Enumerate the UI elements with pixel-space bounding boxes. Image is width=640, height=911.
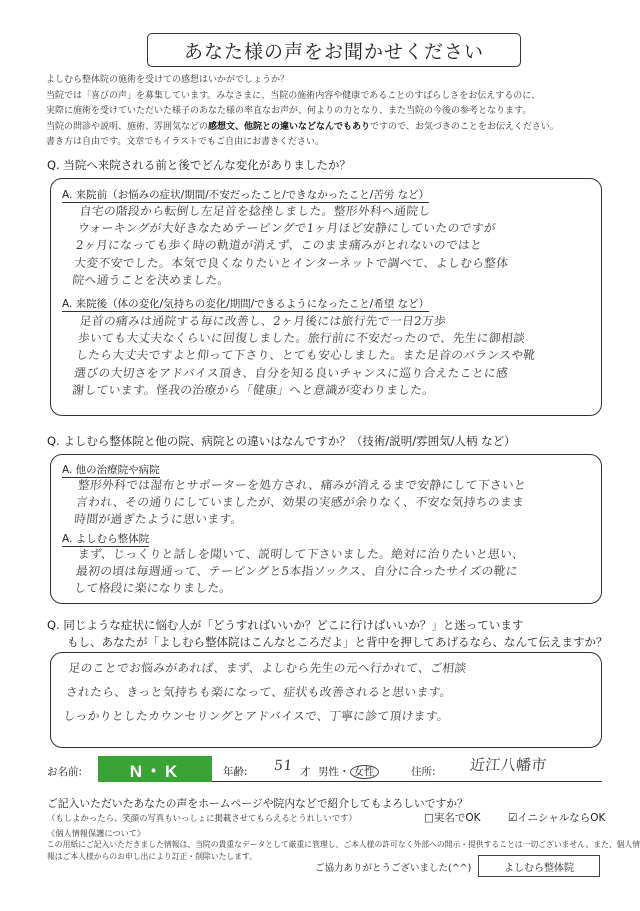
intro-line: 当院では「喜びの声」を募集しています。みなさまに、当院の施術内容や健康であることのすばらしさをお伝えするのに、 [46,90,541,101]
handwritten-line: 歩いても大丈夫なくらいに回復しました。旅行前に不安だったので、先生に御相談 [77,331,526,346]
our-clinic-answer [73,546,598,598]
intro-line: 実際に施術を受けていただいた様子のあなた様の率直なお声が、何よりの力となり、また当院の今後の参考となります。 [46,106,532,117]
page-title: あなた様の声をお聞かせください [147,33,521,67]
recommendation-answer [62,656,598,728]
name-label: お名前: [47,766,83,778]
other-clinic-label: A. 他の治療院や病院 [62,464,160,476]
before-visit-answer [71,203,600,289]
gender-options: 男性・ 女性 [318,764,379,779]
handwritten-line: したら大丈夫ですよと仰って下さり、とても安心しました。また足首のバランスや靴 [75,348,537,363]
thanks-text: ご協力ありがとうございました(^^) [315,863,472,874]
consent-question: ご記入いただいたあなたの声をホームページや院内などで紹介してもよろしいですか？ [47,797,468,810]
address-label: 住所: [411,766,436,778]
address-value: 近江八幡市 [469,756,548,774]
handwritten-line: 言われ、その通りにしていましたが、効果の実感が余りなく、不安な気持ちのまま [75,495,525,510]
gender-female-circled: 女性 [350,765,379,779]
handwritten-line: しっかりとしたカウンセリングとアドバイスで、丁寧に診て頂けます。 [62,709,450,723]
question-1: Q. 当院へ来院される前と後でどんな変化がありましたか？ [47,158,351,172]
name-field: N・K [98,756,212,782]
handwritten-line: ウォーキングが大好きなためテーピングで1ヶ月ほど安静にしていたのですが [77,221,497,236]
consent-option-real-name[interactable]: □実名でOK [424,812,481,824]
gender-male: 男性 [318,766,339,778]
privacy-heading: 《個人情報保護について》 [47,828,146,838]
handwritten-line: 整形外科では湿布とサポーターを処方され、痛みが消えるまで安静にして下さいと [77,478,527,492]
handwritten-line: 大変不安でした。本気で良くなりたいとインターネットで調べて、よしむら整体 [73,255,510,270]
intro-line: 書き方は自由です。文章でもイラストでもご自由にお書きください。 [46,137,325,148]
handwritten-line: 2ヶ月になっても歩く時の軌道が消えず、このまま痛みがとれないのではと [75,238,483,253]
privacy-line: この用紙にご記入いただきました情報は、当院の貴重なデータとして厳重に管理し、ご本人様の許可なく外部への開示・提供することは一切ございません。また、個人情 [47,840,640,849]
after-visit-answer [71,313,600,399]
age-unit: 才 [300,766,311,778]
consent-note: （もしよかったら、笑顔の写真もいっしょに掲載させてもらえるとうれしいです） [47,813,357,823]
clinic-name-box: よしむら整体院 [478,855,600,877]
consent-option-initials[interactable]: ☑イニシャルならOK [508,812,606,824]
intro-line: よしむら整体院の施術を受けての感想はいかがでしょうか？ [46,75,290,85]
question-3-line-2: もし、あなたが「よしむら整体院はこんなところだよ」と背中を押してあげるなら、なんて伝えますか？ [67,635,608,649]
handwritten-line: 足首の痛みは通院する毎に改善し、2ヶ月後には旅行先で一日2万歩 [78,314,447,328]
privacy-line: 報はご本人様からのお申し出により訂正・削除いたします。 [47,852,257,861]
handwritten-line: まず、じっくりと話しを聞いて、説明して下さいました。絶対に治りたいと思い、 [77,547,526,561]
question-3-line-1: Q. 同じような症状に悩む人が「どうすればいいか？どこに行けばいいか？」と迷っています [47,618,524,632]
intro-line: 当院の問診や説明、施術、雰囲気などの感想文、他院との違いなどなんでもありですので、お気づきのことをお伝えください。 [46,121,559,132]
other-clinic-answer [73,477,598,529]
handwritten-line: 院へ通うことを決めました。 [71,272,231,287]
after-visit-label: A. 来院後（体の変化/気持ちの変化/期間/できるようになったこと/希望 など） [62,298,430,310]
handwritten-line: 最初の頃は毎週通って、テーピングと5本指ソックス、自分に合ったサイズの靴に [75,564,519,579]
form-underline [212,781,602,782]
handwritten-line: 自宅の階段から転倒し左足首を捻挫しました。整形外科へ通院し [78,204,432,218]
handwritten-line: して格段に楽になりました。 [73,581,233,596]
handwritten-line: 時間が過ぎたように思います。 [73,512,244,527]
intro-text [46,73,606,151]
question-2: Q. よしむら整体院と他の院、病院との違いはなんですか？（技術/説明/雰囲気/人柄 など） [47,434,516,448]
handwritten-line: されたら、きっと気持ちも楽になって、症状も改善されると思います。 [65,685,453,699]
handwritten-line: 謝しています。怪我の治療から「健康」へと意識が変わりました。 [71,382,436,397]
handwritten-line: 足のことでお悩みがあれば、まず、よしむら先生の元へ行かれて、ご相談 [67,661,468,675]
intro-emphasis: 感想文、他院との違いなどなんでもあり [208,121,371,132]
handwritten-line: 選びの大切さをアドバイス頂き、自分を知る良いチャンスに巡り合えたことに感 [73,365,509,380]
age-value: 51 [273,758,294,774]
our-clinic-label: A. よしむら整体院 [62,533,150,545]
age-label: 年齢: [223,766,248,778]
before-visit-label: A. 来院前（お悩みの症状/期間/不安だったこと/できなかったこと/苦労 など） [62,189,430,201]
